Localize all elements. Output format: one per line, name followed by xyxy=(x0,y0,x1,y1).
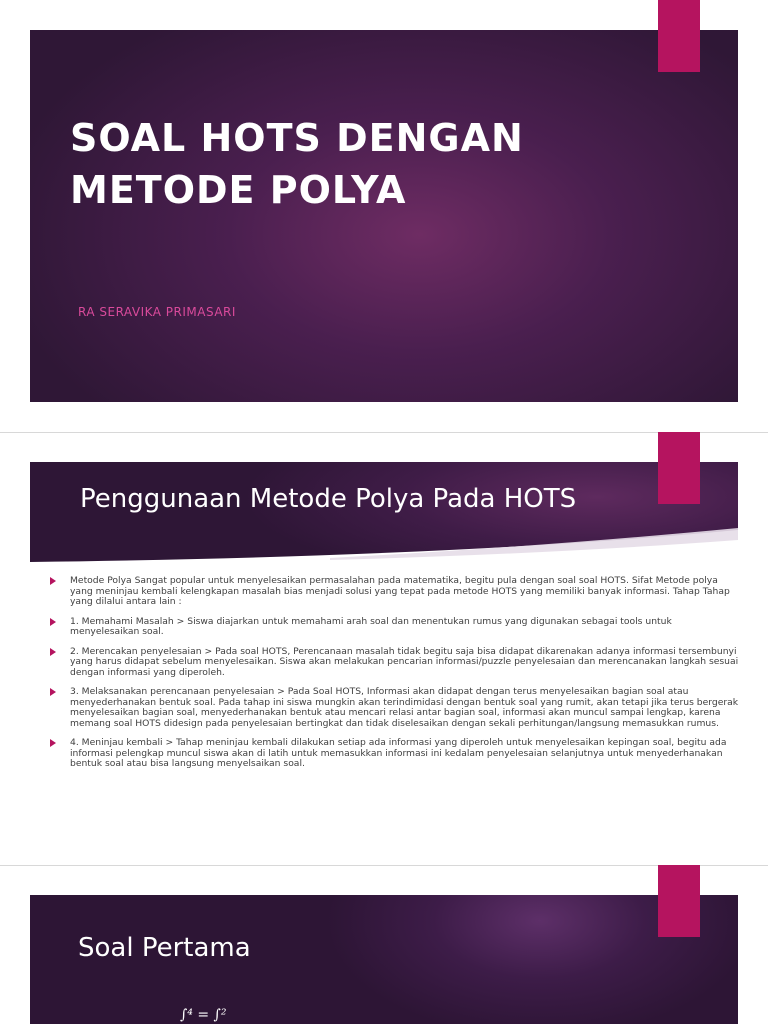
accent-tab xyxy=(658,865,700,937)
bullet-arrow-icon xyxy=(50,618,56,626)
bullet-list xyxy=(50,576,738,779)
accent-tab xyxy=(658,432,700,504)
bullet-item: 2. Merencakan penyelesaian > Pada soal HOTS, Perencanaan masalah tidak begitu saja bisa didapat dikarenakan adanya informasi tersembunyi yang harus didapat sebelum menyelesaikan. Siswa akan melakukan pencarian informasi/puzzle penyelesaian dan merencanakan langkah sesuai dengan informasi yang diperoleh. xyxy=(50,647,738,679)
slide-3 xyxy=(30,895,738,1024)
header-swoosh xyxy=(30,462,738,572)
bullet-item: Metode Polya Sangat popular untuk menyelesaikan permasalahan pada matematika, begitu pula dengan soal soal HOTS. Sifat Metode polya yang meninjau kembali kelengkapan masalah bias menjadi solusi yang tepat pada metode HOTS yang memiliki banyak informasi. Tahap Tahap yang dilalui antara lain : xyxy=(50,576,738,608)
bullet-item: 3. Melaksanakan perencanaan penyelesaian > Pada Soal HOTS, Informasi akan didapat dengan terus menyelesaikan bagian soal atau menyederhanakan bentuk soal. Pada tahap ini siswa mungkin akan terindimidasi dengan bentuk soal yang rumit, akan tetapi jika terus bergerak menyelesaikan bagian soal, menyederhanakan bentuk atau mencari relasi antar bagian soal, informasi akan muncul sampai lengkap, karena memang soal HOTS didesign pada penyelesaian bertingkat dan tidak diselesaikan dengan sekali perhitungan/langsung memasukkan rumus. xyxy=(50,687,738,729)
slide-1 xyxy=(30,30,738,402)
slide-heading: Soal Pertama xyxy=(78,933,251,963)
bullet-item: 4. Meninjau kembali > Tahap meninjau kembali dilakukan setiap ada informasi yang diperoleh untuk menyelesaikan kepingan soal, begitu ada informasi pelengkap muncul siswa akan di latih untuk memasukkan informasi ini kedalam penyelesaian selanjutnya untuk menyederhanakan bentuk soal atau bisa langsung menyelsaikan soal. xyxy=(50,738,738,770)
bullet-item: 1. Memahami Masalah > Siswa diajarkan untuk memahami arah soal dan menentukan rumus yang digunakan sebagai tools untuk menyelesaikan soal. xyxy=(50,617,738,638)
slide-separator xyxy=(0,865,768,866)
slide-author: RA SERAVIKA PRIMASARI xyxy=(78,305,236,319)
slide-title: SOAL HOTS DENGAN METODE POLYA xyxy=(70,116,524,212)
bullet-arrow-icon xyxy=(50,688,56,696)
bullet-arrow-icon xyxy=(50,648,56,656)
bullet-arrow-icon xyxy=(50,577,56,585)
formula-fragment: ∫⁴ = ∫² xyxy=(180,1007,227,1023)
bullet-arrow-icon xyxy=(50,739,56,747)
slide-2 xyxy=(30,462,738,854)
accent-tab xyxy=(658,0,700,72)
slide-separator xyxy=(0,432,768,433)
slide-heading: Penggunaan Metode Polya Pada HOTS xyxy=(80,484,577,514)
